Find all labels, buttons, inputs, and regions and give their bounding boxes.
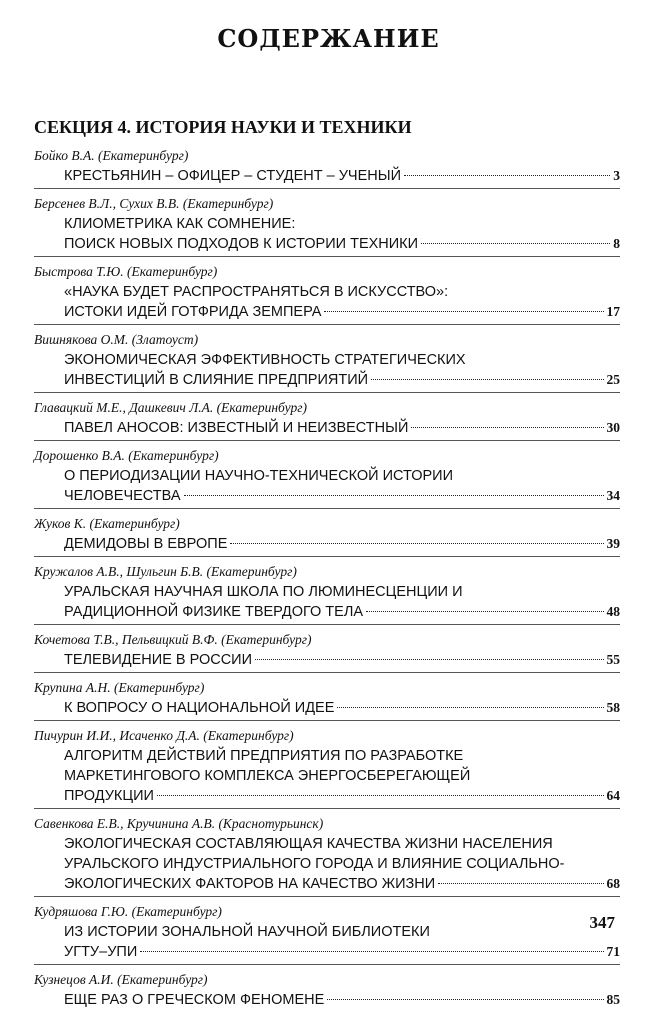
toc-entry-title-text: КРЕСТЬЯНИН – ОФИЦЕР – СТУДЕНТ – УЧЕНЫЙ [64,168,401,184]
toc-entry-title-line [34,234,620,254]
toc-entry-author: Берсенев В.Л., Сухих В.В. (Екатеринбург) [34,196,274,211]
toc-entry-page: 34 [606,488,620,503]
toc-entry-author: Крупина А.Н. (Екатеринбург) [34,680,205,695]
toc-entry-title-text: УРАЛЬСКАЯ НАУЧНАЯ ШКОЛА ПО ЛЮМИНЕСЦЕНЦИИ И [64,584,463,600]
toc-entry-page: 55 [606,652,620,667]
toc-entry-page: 39 [606,536,620,551]
toc-entry-author: Савенкова Е.В., Кручинина А.В. (Краснотурьинск) [34,816,324,831]
toc-entry-author: Быстрова Т.Ю. (Екатеринбург) [34,264,218,279]
toc-entry-title-line [34,786,620,806]
toc-entry-title-line [34,766,620,786]
toc-entry-title-text: ПРОДУКЦИИ [64,788,154,804]
section-heading: СЕКЦИЯ 4. ИСТОРИЯ НАУКИ И ТЕХНИКИ [34,117,412,137]
toc-entry-title-text: УГТУ–УПИ [64,944,138,960]
toc-entry-title-line [34,922,620,942]
toc-entry [34,330,620,393]
dot-leader [184,495,604,496]
toc-entry-page: 3 [613,168,620,183]
toc-entry [34,678,620,721]
toc-entry-title-line [34,302,620,322]
toc-entry-author: Бойко В.А. (Екатеринбург) [34,148,189,163]
toc-entry-page: 25 [606,372,620,387]
toc-entry-title-line [34,166,620,186]
dot-leader [327,999,603,1000]
toc-entry-title-line [34,582,620,602]
toc-entry-author: Кружалов А.В., Шульгин Б.В. (Екатеринбург) [34,564,297,579]
dot-leader [438,883,603,884]
toc-entry-title-line [34,602,620,622]
toc-entry [34,262,620,325]
toc-entry [34,902,620,965]
toc-entry-title-text: ИЗ ИСТОРИИ ЗОНАЛЬНОЙ НАУЧНОЙ БИБЛИОТЕКИ [64,924,430,940]
toc-entry-title-line [34,370,620,390]
toc-entry-title-text: К ВОПРОСУ О НАЦИОНАЛЬНОЙ ИДЕЕ [64,700,335,716]
toc-entry-title-text: «НАУКА БУДЕТ РАСПРОСТРАНЯТЬСЯ В ИСКУССТВО»: [64,284,449,300]
toc-entry [34,514,620,557]
dot-leader [230,543,603,544]
toc-entry [34,446,620,509]
toc-entry-title-text: ДЕМИДОВЫ В ЕВРОПЕ [64,536,228,552]
toc-entry [34,970,620,1012]
toc-entry-author: Кузнецов А.И. (Екатеринбург) [34,972,208,987]
toc-entry [34,814,620,897]
toc-entry [34,194,620,257]
toc-entry-author: Кочетова Т.В., Пельвицкий В.Ф. (Екатеринбург) [34,632,312,647]
toc-entry-title-text: ЧЕЛОВЕЧЕСТВА [64,488,181,504]
toc-entry-title-line [34,534,620,554]
toc-entry-title-text: ПАВЕЛ АНОСОВ: ИЗВЕСТНЫЙ И НЕИЗВЕСТНЫЙ [64,420,409,436]
dot-leader [404,175,610,176]
toc-entry-title-text: МАРКЕТИНГОВОГО КОМПЛЕКСА ЭНЕРГОСБЕРЕГАЮЩЕЙ [64,768,471,784]
page-title: СОДЕРЖАНИЕ [217,24,440,53]
dot-leader [411,427,603,428]
toc-entry-title-text: ЕЩЕ РАЗ О ГРЕЧЕСКОМ ФЕНОМЕНЕ [64,992,325,1008]
toc-entry-page: 8 [613,236,620,251]
toc-entry-author: Дорошенко В.А. (Екатеринбург) [34,448,219,463]
toc-entry-title-text: О ПЕРИОДИЗАЦИИ НАУЧНО-ТЕХНИЧЕСКОЙ ИСТОРИИ [64,468,454,484]
toc-entry-title-line [34,466,620,486]
dot-leader [255,659,603,660]
toc-entry-page: 68 [606,876,620,891]
table-of-contents [34,146,620,1017]
toc-entry-title-line [34,486,620,506]
dot-leader [140,951,603,952]
toc-entry-title-line [34,418,620,438]
toc-entry-title-text: АЛГОРИТМ ДЕЙСТВИЙ ПРЕДПРИЯТИЯ ПО РАЗРАБОТКЕ [64,748,464,764]
toc-entry-title-line [34,214,620,234]
toc-entry [34,398,620,441]
dot-leader [366,611,603,612]
toc-entry-title-line [34,834,620,854]
toc-entry-title-text: ЭКОНОМИЧЕСКАЯ ЭФФЕКТИВНОСТЬ СТРАТЕГИЧЕСКИХ [64,352,466,368]
toc-entry-author: Вишнякова О.М. (Златоуст) [34,332,199,347]
toc-entry-title-line [34,746,620,766]
toc-entry-title-line [34,350,620,370]
toc-entry-title-line [34,698,620,718]
dot-leader [157,795,604,796]
toc-entry-page: 71 [606,944,620,959]
dot-leader [421,243,610,244]
toc-entry-title-text: КЛИОМЕТРИКА КАК СОМНЕНИЕ: [64,216,296,232]
toc-entry-title-text: ПОИСК НОВЫХ ПОДХОДОВ К ИСТОРИИ ТЕХНИКИ [64,236,419,252]
toc-entry-page: 30 [606,420,620,435]
toc-entry-page: 17 [606,304,620,319]
toc-entry-title-text: ИСТОКИ ИДЕЙ ГОТФРИДА ЗЕМПЕРА [64,304,322,320]
toc-entry-page: 48 [606,604,620,619]
toc-entry-title-text: УРАЛЬСКОГО ИНДУСТРИАЛЬНОГО ГОРОДА И ВЛИЯНИЕ СОЦИАЛЬНО- [64,856,565,872]
toc-entry-title-line [34,282,620,302]
toc-entry-author: Главацкий М.Е., Дашкевич Л.А. (Екатеринбург) [34,400,307,415]
toc-entry-title-text: ЭКОЛОГИЧЕСКИХ ФАКТОРОВ НА КАЧЕСТВО ЖИЗНИ [64,876,436,892]
toc-entry [34,726,620,809]
toc-entry [34,146,620,189]
toc-entry [34,562,620,625]
toc-entry-title-line [34,650,620,670]
dot-leader [337,707,603,708]
toc-entry-page: 85 [606,992,620,1007]
toc-entry-title-text: ЭКОЛОГИЧЕСКАЯ СОСТАВЛЯЮЩАЯ КАЧЕСТВА ЖИЗНИ НАСЕЛЕНИЯ [64,836,553,852]
toc-entry-title-text: ТЕЛЕВИДЕНИЕ В РОССИИ [64,652,253,668]
page-number: 347 [589,913,615,932]
toc-entry-author: Кудряшова Г.Ю. (Екатеринбург) [34,904,222,919]
toc-entry-page: 64 [606,788,620,803]
toc-entry-title-line [34,854,620,874]
toc-entry-title-text: ИНВЕСТИЦИЙ В СЛИЯНИЕ ПРЕДПРИЯТИЙ [64,372,369,388]
toc-entry-author: Пичурин И.И., Исаченко Д.А. (Екатеринбург) [34,728,294,743]
toc-entry-author: Жуков К. (Екатеринбург) [34,516,180,531]
toc-entry-title-line [34,874,620,894]
dot-leader [324,311,603,312]
dot-leader [371,379,603,380]
toc-entry-title-line [34,942,620,962]
toc-entry-title-line [34,990,620,1010]
toc-entry [34,630,620,673]
toc-entry-title-text: РАДИЦИОННОЙ ФИЗИКЕ ТВЕРДОГО ТЕЛА [64,604,364,620]
toc-entry-page: 58 [606,700,620,715]
